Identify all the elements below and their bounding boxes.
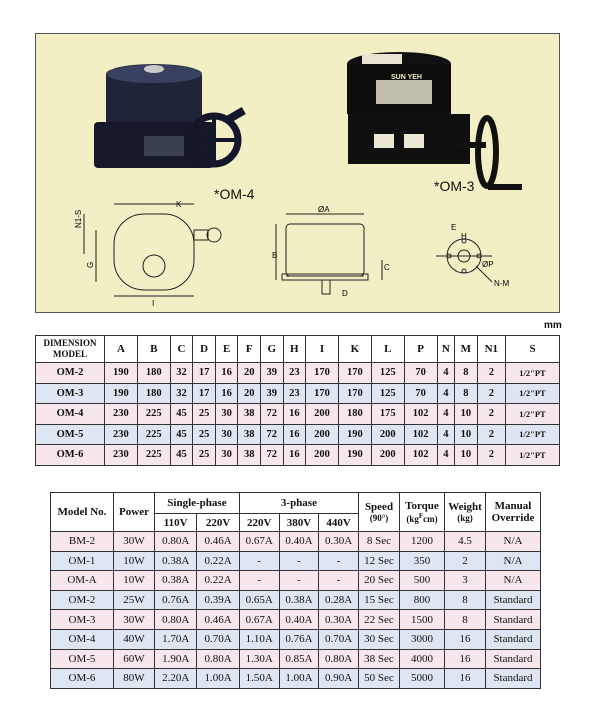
- torque-unit-a: (kg: [406, 514, 419, 524]
- torque-cell: 1200: [400, 532, 445, 552]
- torque-unit-sup: F: [418, 512, 424, 520]
- om3-actuator-photo: [347, 52, 522, 190]
- dimension-cell: 10: [455, 404, 478, 425]
- power-cell: 10W: [114, 571, 155, 591]
- dimension-cell: 1/2"PT: [506, 383, 560, 404]
- dimension-cell: 230: [105, 445, 138, 466]
- t380-cell: -: [279, 571, 319, 591]
- s220-cell: 1.00A: [197, 669, 239, 689]
- speed-cell: 30 Sec: [359, 629, 400, 649]
- dimension-cell: 4: [437, 404, 455, 425]
- dimension-cell: 180: [137, 383, 170, 404]
- dim-label-g: G: [86, 261, 95, 268]
- dimension-cell: 45: [170, 445, 193, 466]
- dimension-header-text: DIMENSION: [43, 338, 97, 348]
- weight-cell: 4.5: [445, 532, 486, 552]
- dimension-cell: 200: [306, 404, 339, 425]
- dimension-cell: 8: [455, 383, 478, 404]
- dim-label-p: ØP: [482, 260, 494, 269]
- table-row: [36, 445, 560, 466]
- dimension-model-header: [36, 336, 105, 363]
- weight-cell: 2: [445, 551, 486, 571]
- dimension-cell: 170: [306, 383, 339, 404]
- dimension-cell: 20: [238, 383, 261, 404]
- torque-header-text: Torque: [405, 500, 439, 512]
- speed-cell: 20 Sec: [359, 571, 400, 591]
- om4-photo-label: *OM-4: [214, 186, 255, 202]
- dimension-cell: 25: [193, 404, 216, 425]
- dimension-cell: 190: [105, 363, 138, 384]
- dimension-cell: 102: [404, 445, 437, 466]
- col-header: I: [306, 336, 339, 363]
- weight-cell: 8: [445, 590, 486, 610]
- torque-cell: 800: [400, 590, 445, 610]
- model-cell: OM-1: [51, 551, 114, 571]
- dimension-cell: 45: [170, 424, 193, 445]
- s220-cell: 0.80A: [197, 649, 239, 669]
- col-header: B: [137, 336, 170, 363]
- model-no-header: Model No.: [51, 493, 114, 532]
- table-row: [51, 551, 541, 571]
- dimension-cell: 38: [238, 445, 261, 466]
- torque-cell: 5000: [400, 669, 445, 689]
- col-header: F: [238, 336, 261, 363]
- power-cell: 80W: [114, 669, 155, 689]
- t440-cell: 0.70A: [319, 629, 359, 649]
- manual-header-text: Manual: [494, 500, 532, 512]
- table-row: [51, 649, 541, 669]
- s110-cell: 0.76A: [155, 590, 197, 610]
- t220-cell: 1.50A: [239, 669, 279, 689]
- dimension-cell: 4: [437, 363, 455, 384]
- t220-cell: 1.10A: [239, 629, 279, 649]
- t220-cell: 0.65A: [239, 590, 279, 610]
- dimension-cell: 39: [260, 383, 283, 404]
- table-row: [36, 424, 560, 445]
- s110-cell: 2.20A: [155, 669, 197, 689]
- s110-cell: 0.38A: [155, 551, 197, 571]
- dim-label-n1s: N1-S: [74, 209, 83, 228]
- dim-label-i: I: [152, 299, 155, 308]
- dimension-cell: 72: [260, 404, 283, 425]
- col-header: N: [437, 336, 455, 363]
- table-row: [51, 669, 541, 689]
- model-cell: OM-5: [36, 424, 105, 445]
- dimension-cell: 102: [404, 424, 437, 445]
- s110-cell: 1.70A: [155, 629, 197, 649]
- t440-cell: 0.30A: [319, 610, 359, 630]
- override-cell: Standard: [486, 610, 541, 630]
- dimension-cell: 38: [238, 404, 261, 425]
- table-row: [36, 363, 560, 384]
- col-header: P: [404, 336, 437, 363]
- torque-cell: 350: [400, 551, 445, 571]
- col-header: H: [283, 336, 306, 363]
- dimension-cell: 32: [170, 383, 193, 404]
- dimension-cell: 17: [193, 383, 216, 404]
- dimension-cell: 170: [306, 363, 339, 384]
- om3-photo-label: *OM-3: [434, 178, 475, 194]
- torque-cell: 500: [400, 571, 445, 591]
- dimension-cell: 10: [455, 424, 478, 445]
- s110-cell: 0.80A: [155, 610, 197, 630]
- speed-cell: 15 Sec: [359, 590, 400, 610]
- model-cell: OM-4: [36, 404, 105, 425]
- power-header: Power: [114, 493, 155, 532]
- single-220v-header: 220V: [197, 514, 239, 532]
- torque-cell: 4000: [400, 649, 445, 669]
- dimension-table-header-row: [36, 336, 560, 363]
- dimension-cell: 230: [105, 424, 138, 445]
- speed-cell: 22 Sec: [359, 610, 400, 630]
- speed-header: [359, 493, 400, 532]
- dimension-cell: 2: [477, 445, 505, 466]
- table-row: [51, 610, 541, 630]
- t380-cell: 0.40A: [279, 610, 319, 630]
- dimension-cell: 70: [404, 363, 437, 384]
- s220-cell: 0.46A: [197, 610, 239, 630]
- dim-label-a: ØA: [318, 205, 330, 214]
- col-header: C: [170, 336, 193, 363]
- t220-cell: -: [239, 571, 279, 591]
- dimension-cell: 25: [193, 424, 216, 445]
- t220-cell: -: [239, 551, 279, 571]
- dimension-cell: 190: [338, 424, 371, 445]
- dim-label-c: C: [384, 263, 390, 272]
- dimension-cell: 4: [437, 424, 455, 445]
- dimension-cell: 170: [338, 363, 371, 384]
- dimension-cell: 20: [238, 363, 261, 384]
- dimension-cell: 10: [455, 445, 478, 466]
- torque-subheader-text: [400, 512, 444, 524]
- model-cell: OM-3: [36, 383, 105, 404]
- dim-label-e: E: [451, 223, 457, 232]
- col-header: S: [506, 336, 560, 363]
- model-cell: OM-2: [36, 363, 105, 384]
- col-header: M: [455, 336, 478, 363]
- spec-header-row-1: [51, 493, 541, 514]
- t380-cell: 1.00A: [279, 669, 319, 689]
- col-header: K: [338, 336, 371, 363]
- override-header-text: Override: [491, 512, 535, 524]
- speed-subheader-text: (90°): [369, 513, 389, 523]
- weight-subheader-text: (kg): [457, 513, 473, 523]
- dimension-cell: 200: [306, 445, 339, 466]
- dimension-cell: 23: [283, 363, 306, 384]
- t440-cell: 0.30A: [319, 532, 359, 552]
- t380-cell: 0.40A: [279, 532, 319, 552]
- col-header: N1: [477, 336, 505, 363]
- col-header: G: [260, 336, 283, 363]
- dimension-cell: 30: [215, 424, 238, 445]
- power-cell: 30W: [114, 610, 155, 630]
- t440-cell: -: [319, 571, 359, 591]
- torque-cell: 3000: [400, 629, 445, 649]
- dim-label-h: H: [461, 232, 467, 241]
- table-row: [36, 383, 560, 404]
- col-header: A: [105, 336, 138, 363]
- model-cell: OM-6: [36, 445, 105, 466]
- dimension-cell: 2: [477, 404, 505, 425]
- product-figure-panel: [35, 33, 560, 313]
- model-cell: OM-2: [51, 590, 114, 610]
- override-cell: N/A: [486, 571, 541, 591]
- override-cell: Standard: [486, 669, 541, 689]
- t220-cell: 1.30A: [239, 649, 279, 669]
- table-row: [36, 404, 560, 425]
- dimension-cell: 170: [338, 383, 371, 404]
- dimension-cell: 200: [371, 445, 404, 466]
- single-110v-header: 110V: [155, 514, 197, 532]
- dimension-cell: 180: [338, 404, 371, 425]
- t380-cell: 0.85A: [279, 649, 319, 669]
- s220-cell: 0.46A: [197, 532, 239, 552]
- three-380v-header: 380V: [279, 514, 319, 532]
- model-cell: OM-5: [51, 649, 114, 669]
- dimension-cell: 1/2"PT: [506, 424, 560, 445]
- dimension-cell: 200: [371, 424, 404, 445]
- dimension-cell: 225: [137, 445, 170, 466]
- single-phase-header: Single-phase: [155, 493, 240, 514]
- weight-cell: 16: [445, 669, 486, 689]
- power-cell: 40W: [114, 629, 155, 649]
- spec-table: [50, 492, 541, 689]
- weight-cell: 16: [445, 649, 486, 669]
- s220-cell: 0.22A: [197, 551, 239, 571]
- dimension-cell: 30: [215, 445, 238, 466]
- nameplate-text: SUN YEH: [391, 74, 422, 81]
- s110-cell: 1.90A: [155, 649, 197, 669]
- col-header: L: [371, 336, 404, 363]
- dimension-cell: 17: [193, 363, 216, 384]
- t440-cell: 0.90A: [319, 669, 359, 689]
- model-cell: OM-A: [51, 571, 114, 591]
- col-header: D: [193, 336, 216, 363]
- dimension-cell: 72: [260, 445, 283, 466]
- model-header-text: MODEL: [52, 349, 87, 359]
- dimension-cell: 16: [283, 424, 306, 445]
- t380-cell: 0.76A: [279, 629, 319, 649]
- dimension-cell: 225: [137, 424, 170, 445]
- dimension-cell: 190: [105, 383, 138, 404]
- three-220v-header: 220V: [239, 514, 279, 532]
- product-figure: [36, 34, 559, 312]
- unit-label: mm: [544, 320, 562, 331]
- dimension-cell: 4: [437, 383, 455, 404]
- dimension-cell: 102: [404, 404, 437, 425]
- dimension-cell: 4: [437, 445, 455, 466]
- speed-cell: 12 Sec: [359, 551, 400, 571]
- dimension-cell: 16: [283, 445, 306, 466]
- override-cell: Standard: [486, 590, 541, 610]
- speed-cell: 8 Sec: [359, 532, 400, 552]
- dimension-cell: 39: [260, 363, 283, 384]
- three-440v-header: 440V: [319, 514, 359, 532]
- dimension-cell: 180: [137, 363, 170, 384]
- s220-cell: 0.39A: [197, 590, 239, 610]
- model-cell: OM-4: [51, 629, 114, 649]
- dimension-cell: 1/2"PT: [506, 363, 560, 384]
- override-cell: Standard: [486, 649, 541, 669]
- weight-header: [445, 493, 486, 532]
- t380-cell: 0.38A: [279, 590, 319, 610]
- override-cell: Standard: [486, 629, 541, 649]
- weight-cell: 3: [445, 571, 486, 591]
- dimension-cell: 8: [455, 363, 478, 384]
- dimension-cell: 23: [283, 383, 306, 404]
- speed-header-text: Speed: [364, 501, 394, 513]
- power-cell: 60W: [114, 649, 155, 669]
- t380-cell: -: [279, 551, 319, 571]
- dimension-cell: 70: [404, 383, 437, 404]
- dimension-cell: 16: [215, 383, 238, 404]
- power-cell: 30W: [114, 532, 155, 552]
- model-cell: OM-6: [51, 669, 114, 689]
- s220-cell: 0.70A: [197, 629, 239, 649]
- dimension-cell: 45: [170, 404, 193, 425]
- s110-cell: 0.38A: [155, 571, 197, 591]
- dimension-cell: 225: [137, 404, 170, 425]
- dimension-cell: 125: [371, 363, 404, 384]
- power-cell: 25W: [114, 590, 155, 610]
- dim-label-k: K: [176, 200, 182, 209]
- dimension-cell: 2: [477, 424, 505, 445]
- dimension-cell: 25: [193, 445, 216, 466]
- dimension-cell: 16: [215, 363, 238, 384]
- om4-actuator-photo: [94, 64, 246, 168]
- dim-label-d: D: [342, 289, 348, 298]
- dimension-cell: 200: [306, 424, 339, 445]
- t440-cell: 0.28A: [319, 590, 359, 610]
- front-dimension-drawing: [276, 214, 382, 294]
- dimension-cell: 190: [338, 445, 371, 466]
- dimension-cell: 2: [477, 383, 505, 404]
- dimension-cell: 30: [215, 404, 238, 425]
- override-cell: N/A: [486, 551, 541, 571]
- dimension-cell: 1/2"PT: [506, 404, 560, 425]
- dim-label-b: B: [272, 251, 278, 260]
- table-row: [51, 590, 541, 610]
- t220-cell: 0.67A: [239, 610, 279, 630]
- torque-unit-b: cm): [423, 514, 438, 524]
- model-cell: BM-2: [51, 532, 114, 552]
- speed-cell: 50 Sec: [359, 669, 400, 689]
- s110-cell: 0.80A: [155, 532, 197, 552]
- power-cell: 10W: [114, 551, 155, 571]
- t220-cell: 0.67A: [239, 532, 279, 552]
- dimension-cell: 1/2"PT: [506, 445, 560, 466]
- manual-override-header: [486, 493, 541, 532]
- dimension-cell: 2: [477, 363, 505, 384]
- dimension-cell: 16: [283, 404, 306, 425]
- dimension-cell: 32: [170, 363, 193, 384]
- dimension-cell: 230: [105, 404, 138, 425]
- col-header: E: [215, 336, 238, 363]
- three-phase-header: 3-phase: [239, 493, 358, 514]
- table-row: [51, 571, 541, 591]
- table-row: [51, 629, 541, 649]
- weight-cell: 8: [445, 610, 486, 630]
- dimension-table: [35, 335, 560, 466]
- torque-header: [400, 493, 445, 532]
- override-cell: N/A: [486, 532, 541, 552]
- model-cell: OM-3: [51, 610, 114, 630]
- dimension-cell: 125: [371, 383, 404, 404]
- dimension-cell: 72: [260, 424, 283, 445]
- weight-header-text: Weight: [448, 501, 482, 513]
- table-row: [51, 532, 541, 552]
- weight-cell: 16: [445, 629, 486, 649]
- torque-cell: 1500: [400, 610, 445, 630]
- t440-cell: -: [319, 551, 359, 571]
- side-dimension-drawing: [84, 204, 221, 296]
- dim-label-nm: N-M: [494, 279, 510, 288]
- speed-cell: 38 Sec: [359, 649, 400, 669]
- s220-cell: 0.22A: [197, 571, 239, 591]
- dimension-cell: 175: [371, 404, 404, 425]
- t440-cell: 0.80A: [319, 649, 359, 669]
- dimension-cell: 38: [238, 424, 261, 445]
